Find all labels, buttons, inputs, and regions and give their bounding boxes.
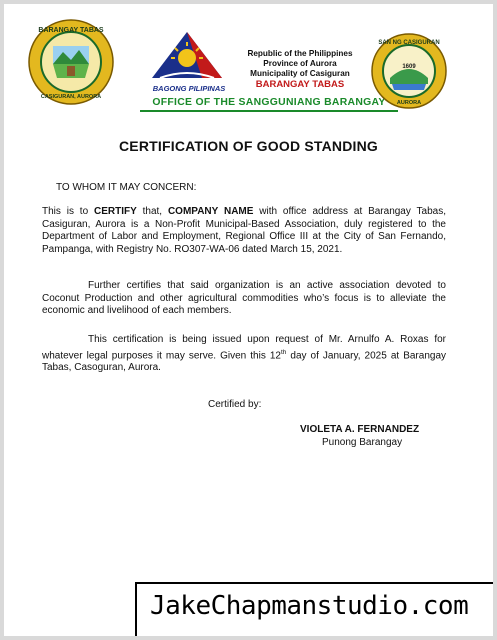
paragraph-issuance	[42, 334, 446, 375]
p1-lead: This is to	[42, 206, 94, 217]
republic-line: Republic of the Philippines	[247, 49, 353, 58]
salutation: TO WHOM IT MAY CONCERN:	[56, 182, 197, 193]
letterhead	[220, 49, 380, 90]
p3-part2: day of January, 2025 at Barangay Tabas, Casoguran, Aurora.	[42, 349, 447, 374]
header-divider	[140, 110, 398, 112]
paragraph-further	[42, 280, 446, 318]
svg-text:CASIGURAN, AURORA: CASIGURAN, AURORA	[40, 94, 102, 100]
signer-title: Punong Barangay	[322, 437, 403, 448]
barangay-tabas-seal	[27, 18, 115, 106]
certify-keyword: CERTIFY	[94, 206, 137, 217]
svg-text:SAN NG CASIGURAN: SAN NG CASIGURAN	[378, 40, 440, 46]
p2-text: Further certifies that said organization is an active association devoted to Coconut Production and other agricultural commodities who’s focus is to alleviate the economic and livelihood of each members.	[42, 280, 446, 316]
p3-ordinal-suffix: th	[280, 348, 287, 356]
watermark: JakeChapmanstudio.com	[150, 591, 469, 621]
svg-text:1609: 1609	[402, 64, 416, 70]
svg-text:AURORA: AURORA	[396, 100, 422, 106]
barangay-name: BARANGAY TABAS	[255, 79, 345, 90]
casiguran-seal	[370, 32, 448, 110]
bagong-pilipinas-label: BAGONG PILIPINAS	[152, 84, 226, 93]
municipality-line: Municipality of Casiguran	[250, 69, 350, 78]
p1-body: with office address at Barangay Tabas, Casiguran, Aurora is a Non-Profit Municipal-Based Association, duly registered to the Department of Labor and Employment, Regional Office III at the City of San Fernando, Pampanga, with Registry No. RO307-WA-06 dated March 15, 2021.	[42, 206, 446, 255]
p1-that: that,	[136, 206, 168, 217]
document-page	[4, 4, 493, 636]
svg-text:BARANGAY TABAS: BARANGAY TABAS	[38, 27, 104, 34]
paragraph-certify	[42, 206, 446, 256]
p3-part1: This certification is being issued upon request of Mr. Arnulfo A. Roxas for whatever legal purposes it may serve. Given this 12	[42, 334, 446, 361]
certified-by-label: Certified by:	[208, 399, 262, 410]
company-name: COMPANY NAME	[167, 206, 254, 217]
document-title: CERTIFICATION OF GOOD STANDING	[118, 138, 379, 154]
office-title: OFFICE OF THE SANGGUNIANG BARANGAY	[152, 97, 386, 108]
province-line: Province of Aurora	[263, 59, 337, 68]
signer-name: VIOLETA A. FERNANDEZ	[300, 424, 420, 435]
